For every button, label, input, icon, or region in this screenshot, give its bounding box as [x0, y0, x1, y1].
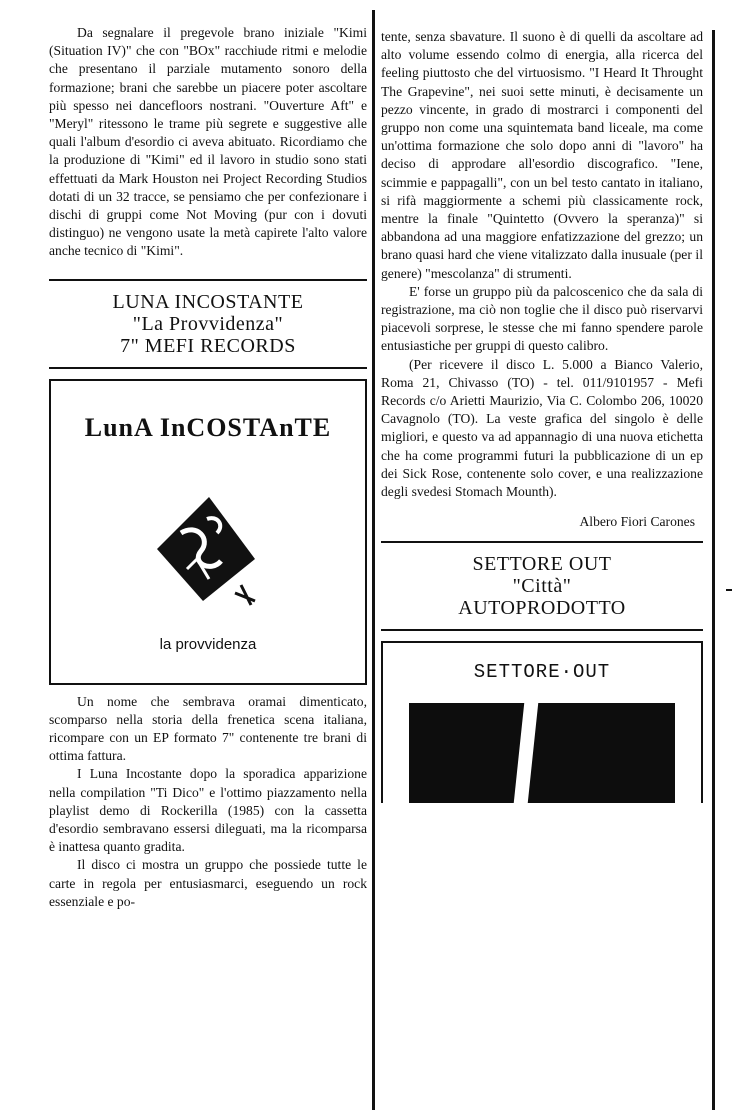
- review-heading-artist: SETTORE OUT: [472, 553, 612, 576]
- review-heading: [49, 291, 367, 357]
- section-divider: [49, 279, 367, 281]
- contact-paragraph: (Per ricevere il disco L. 5.000 a Bianco Valerio, Roma 21, Chivasso (TO) - tel. 011/9101957 - Mefi Records c/o Arietti Maurizio, Via C. Colombo 206, 10020 Cavagnolo (TO). La veste grafica del singolo è delle migliori, e questo va ad appannagio di una nuova etichetta che ha come programmi futuri la pubblicazione di un ep dei Sick Rose, contenente solo cover, e una realizzazione degli svedesi Stomach Mounth).: [381, 356, 703, 500]
- review-heading-artist: LUNA INCOSTANTE: [112, 290, 304, 313]
- left-column: [49, 0, 367, 911]
- review-heading-title: "La Provvidenza": [132, 312, 284, 335]
- intro-paragraph: Da segnalare il pregevole brano iniziale "Kimi (Situation IV)" che con "BOx" racchiude ritmi e melodie che presentano il parziale mutamento sonoro della formazione; brani che sarebbe un piacere poter ascoltare più spesso nei dancefloors nostrani. "Ouverture Aft" e "Meryl" ritessono le trame più segrete e suggestive alle quali l'album d'esordio ci aveva abituato. Ricordiamo che la produzione di "Kimi" ed il lavoro in studio sono stati effettuati da Mark Houston nei Project Recording Studios dotati di un 32 tracce, se pensiamo che per confezionare i dischi di gruppi come Not Moving (pur con i dovuti distinguo) ne vengono usate la metà capirete l'alto valore anche tecnico di "Kimi".: [49, 25, 367, 259]
- cover-caption: la provvidenza: [159, 636, 257, 654]
- column-divider-rule: [372, 10, 375, 1110]
- right-edge-rule: [712, 30, 715, 1110]
- cover-photo: [409, 703, 675, 803]
- record-cover-image: [49, 379, 367, 685]
- cover-title: LunA InCOSTAnTE: [84, 412, 332, 442]
- body-paragraph: Il disco ci mostra un gruppo che possiede tutte le carte in regola per entusiasmarci, eseguendo un rock essenziale e po-: [49, 857, 367, 909]
- right-column: [381, 0, 703, 811]
- body-paragraph: tente, senza sbavature. Il suono è di quelli da ascoltare ad alto volume essendo colmo di energia, alla ricerca del feeling piuttosto che del virtuosismo. "I Heard It Throught The Grapevine", nei suoi sette minuti, è decisamente un pezzo vincente, in grado di mostrarci i componenti del gruppo non come una squintemata band liceale, ma come un'ottima formazione che solo dopo anni di "lavoro" ha deciso di approdare all'esordio discografico. "Iene, scimmie e pappagalli", con un bel testo cantato in italiano, si rifà maggiormente a schemi più classicamente rock, mentre la finale "Quintetto (Ovvero la speranza)" si abbandona ad una maggiore enfatizzazione del grezzo; un brano quasi hard che viene vitalizzato dalla inusuale (per il genere) "mescolanza" di strumenti.: [381, 29, 703, 281]
- review-heading-label: 7" MEFI RECORDS: [120, 334, 296, 357]
- section-divider: [381, 541, 703, 543]
- margin-mark: [726, 589, 732, 591]
- body-paragraph: E' forse un gruppo più da palcoscenico che da sala di registrazione, ma ciò non toglie che il disco può riservarvi piacevoli sorprese, le stesse che mi fanno spendere parole entusiastiche per gruppi di questo calibro.: [381, 283, 703, 354]
- review-heading-title: "Città": [512, 575, 572, 598]
- author-signature: Albero Fiori Carones: [579, 514, 695, 530]
- review-heading-label: AUTOPRODOTTO: [458, 597, 626, 620]
- cover-artwork-icon: [151, 489, 261, 607]
- review-heading: [381, 553, 703, 619]
- record-cover-image: [381, 641, 703, 803]
- section-divider: [49, 367, 367, 369]
- section-divider: [381, 629, 703, 631]
- body-paragraph: Un nome che sembrava oramai dimenticato, scomparso nella storia della frenetica scena italiana, ricompare con un EP formato 7" contenente tre brani di ottima fattura.: [49, 693, 367, 764]
- cover-title: SETTORE·OUT: [473, 661, 611, 684]
- body-paragraph: I Luna Incostante dopo la sporadica apparizione nella compilation "Ti Dico" e l'ottimo piazzamento nella playlist demo di Rockerilla (1985) con la cassetta d'esordio sembravano essersi dileguati, ma la ricomparsa è inattesa quanto gradita.: [49, 766, 367, 855]
